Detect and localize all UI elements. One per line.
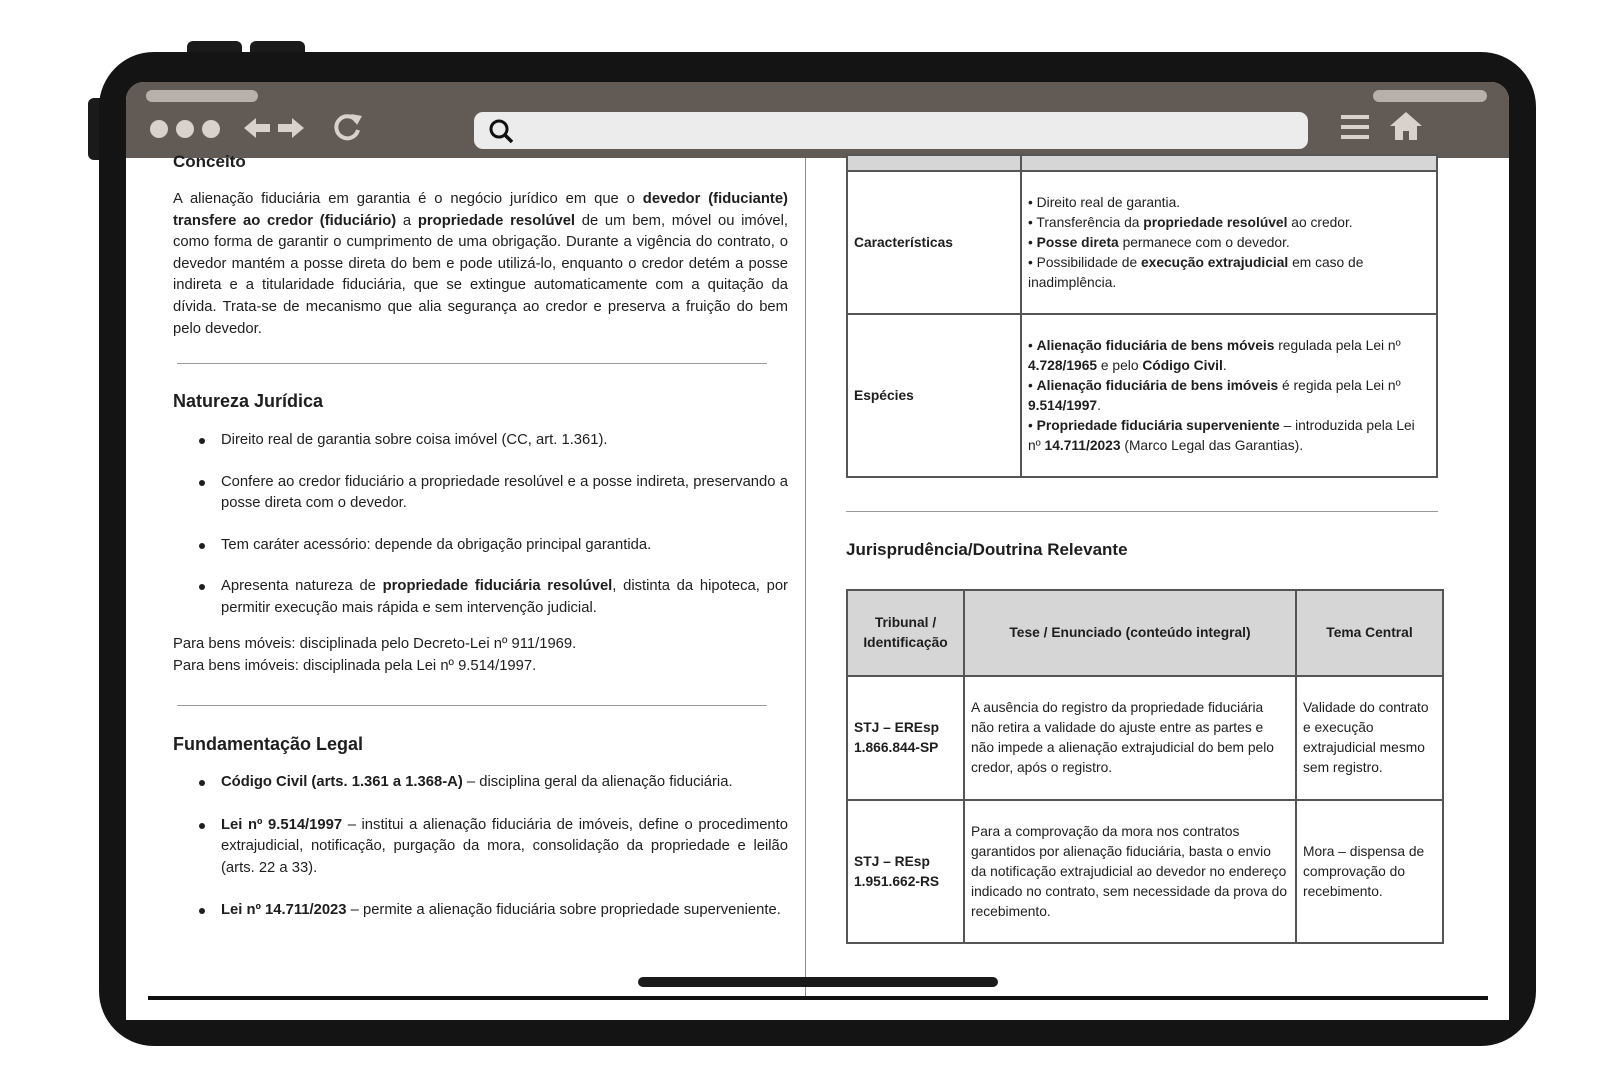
text-run: (Marco Legal das Garantias). <box>1120 437 1304 453</box>
table-header-cell: Tema Central <box>1296 590 1443 676</box>
text-run: , distinta da hipoteca, por permitir execução mais rápida e sem intervenção judicial. <box>221 578 788 616</box>
section-divider <box>177 363 767 364</box>
characteristic-item: • Transferência da propriedade resolúvel ao credor. <box>1028 214 1353 230</box>
table-header-cell <box>847 155 1021 171</box>
dot <box>150 120 168 138</box>
list-item: Direito real de garantia sobre coisa imóvel (CC, art. 1.361). <box>173 430 788 452</box>
species-item: • Alienação fiduciária de bens móveis regulada pela Lei nº 4.728/1965 e pelo Código Civil. <box>1028 337 1401 373</box>
legal-list <box>173 772 788 922</box>
list-item <box>173 576 788 619</box>
section-heading-concept: Conceito <box>173 152 246 171</box>
search-input[interactable] <box>522 118 1296 144</box>
text-run: e pelo <box>1097 357 1143 373</box>
list-item: Tem caráter acessório: depende da obrigação principal garantida. <box>173 535 788 557</box>
text-run-bold: Alienação fiduciária de bens móveis <box>1036 337 1275 353</box>
table-cell: STJ – REsp 1.951.662-RS <box>847 800 964 943</box>
table-cell <box>1021 171 1437 314</box>
text-run-bold: 9.514/1997 <box>1028 397 1098 413</box>
table-cell: A ausência do registro da propriedade fiduciária não retira a validade do ajuste entre as partes e não impede a alienação extrajudicial do bem pelo credor, após o registro. <box>964 676 1296 800</box>
concept-paragraph <box>173 189 788 340</box>
text-run-bold: Posse direta <box>1036 234 1119 250</box>
text-run: Direito real de garantia. <box>1036 194 1181 210</box>
search-icon <box>488 118 514 144</box>
table-cell: STJ – EREsp 1.866.844-SP <box>847 676 964 800</box>
dot <box>202 120 220 138</box>
text-run-bold: propriedade resolúvel <box>417 212 576 229</box>
text-run-bold: Lei nº 14.711/2023 <box>221 902 347 919</box>
note-line: Para bens imóveis: disciplinada pela Lei nº 9.514/1997. <box>173 657 537 674</box>
species-item: • Propriedade fiduciária superveniente – introduzida pela Lei nº 14.711/2023 (Marco Legal das Garantias). <box>1028 417 1415 453</box>
table-cell: Validade do contrato e execução extrajudicial mesmo sem registro. <box>1296 676 1443 800</box>
dot <box>176 120 194 138</box>
list-item: Confere ao credor fiduciário a propriedade resolúvel e a posse indireta, preservando a posse direta com o devedor. <box>173 472 788 515</box>
table-row <box>847 171 1437 314</box>
text-run-bold: Código Civil <box>1142 357 1223 373</box>
table-row <box>847 314 1437 477</box>
section-divider <box>177 705 767 706</box>
list-item <box>173 772 788 794</box>
back-forward-arrows-icon[interactable] <box>242 114 306 142</box>
text-run: Apresenta natureza de <box>221 578 383 595</box>
section-heading-jurisprudence: Jurisprudência/Doutrina Relevante <box>846 540 1128 559</box>
home-icon[interactable] <box>1388 110 1424 142</box>
text-run: – permite a alienação fiduciária sobre propriedade superveniente. <box>346 902 781 919</box>
table-header-cell: Tese / Enunciado (conteúdo integral) <box>964 590 1296 676</box>
text-run-bold: Propriedade fiduciária superveniente <box>1036 417 1280 433</box>
note-line: Para bens móveis: disciplinada pelo Decreto-Lei nº 911/1969. <box>173 636 577 652</box>
reload-icon[interactable] <box>331 110 365 144</box>
document-page <box>148 152 1488 998</box>
text-run-bold: devedor (fiduciante) transfere ao credor (fiduciário) <box>173 191 788 229</box>
list-item <box>173 900 788 922</box>
page-bottom-border <box>148 996 1488 1000</box>
menu-icon[interactable] <box>1340 112 1370 142</box>
text-run: é regida pela Lei nº <box>1278 377 1401 393</box>
browser-screen <box>126 82 1509 1020</box>
characteristic-item: • Posse direta permanece com o devedor. <box>1028 234 1290 250</box>
section-heading-legal: Fundamentação Legal <box>173 734 364 754</box>
address-bar[interactable] <box>474 112 1308 149</box>
summary-table <box>846 154 1438 478</box>
text-run: em caso de inadimplência. <box>1028 254 1364 290</box>
table-header-cell: Tribunal / Identificação <box>847 590 964 676</box>
text-run: regulada pela Lei nº <box>1274 337 1401 353</box>
section-divider <box>846 511 1438 512</box>
text-run-bold: 14.711/2023 <box>1044 437 1121 453</box>
text-run: ao credor. <box>1287 214 1353 230</box>
characteristic-item: • Direito real de garantia. <box>1028 194 1181 210</box>
table-row <box>847 800 1443 943</box>
text-run: permanece com o devedor. <box>1118 234 1290 250</box>
text-run: – disciplina geral da alienação fiduciária. <box>462 774 733 790</box>
table-cell-label: Características <box>847 171 1021 314</box>
home-indicator[interactable] <box>638 977 998 987</box>
species-item: • Alienação fiduciária de bens imóveis é regida pela Lei nº 9.514/1997. <box>1028 377 1401 413</box>
text-run-bold: Lei nº 9.514/1997 <box>221 816 343 833</box>
text-run: Transferência da <box>1036 214 1144 230</box>
column-divider <box>805 158 806 1000</box>
text-run-bold: execução extrajudicial <box>1140 254 1289 270</box>
table-row <box>847 676 1443 800</box>
text-run-bold: Código Civil (arts. 1.361 a 1.368-A) <box>221 774 463 790</box>
nature-list <box>173 430 788 620</box>
table-cell: Para a comprovação da mora nos contratos garantidos por alienação fiduciária, basta o envio da notificação extrajudicial ao devedor no endereço indicado no contrato, sem necessidade da prova do recebimento. <box>964 800 1296 943</box>
text-run: . <box>1222 357 1227 373</box>
tab-handle <box>146 90 258 102</box>
nature-notes <box>173 634 788 677</box>
table-header-row <box>847 590 1443 676</box>
text-run: A alienação fiduciária em garantia é o negócio jurídico em que o <box>173 191 643 207</box>
text-run: . <box>1097 397 1101 413</box>
section-heading-nature: Natureza Jurídica <box>173 391 324 411</box>
characteristic-item: • Possibilidade de execução extrajudicial em caso de inadimplência. <box>1028 254 1364 290</box>
text-run-bold: 4.728/1965 <box>1028 357 1098 373</box>
text-run-bold: Alienação fiduciária de bens imóveis <box>1036 377 1279 393</box>
window-dots-icon[interactable] <box>150 120 220 138</box>
text-run: de um bem, móvel ou imóvel, como forma de garantir o cumprimento de uma obrigação. Durante a vigência do contrato, o devedor mantém a posse direta do bem e pode utilizá-lo, enquanto o credor detém a posse indireta e a titularidade fiduciária, que se extingue automaticamente com a quitação da dívida. Trata-se de mecanismo que alia segurança ao credor e preserva a fruição do bem pelo devedor. <box>173 212 788 337</box>
text-run-bold: propriedade resolúvel <box>1143 214 1288 230</box>
table-cell <box>1021 314 1437 477</box>
text-run: – institui a alienação fiduciária de imóveis, define o procedimento extrajudicial, notificação, purgação da mora, consolidação da propriedade e leilão (arts. 22 a 33). <box>221 816 788 876</box>
table-row <box>847 155 1437 171</box>
jurisprudence-table <box>846 589 1444 944</box>
browser-toolbar <box>126 82 1509 158</box>
list-item <box>173 815 788 880</box>
text-run: a <box>396 212 418 229</box>
text-run: – introduzida pela Lei nº <box>1028 417 1415 453</box>
text-run-bold: propriedade fiduciária resolúvel <box>382 578 613 595</box>
table-cell-label: Espécies <box>847 314 1021 477</box>
text-run: Possibilidade de <box>1036 254 1141 270</box>
table-cell: Mora – dispensa de comprovação do recebimento. <box>1296 800 1443 943</box>
table-header-cell <box>1021 155 1437 171</box>
tab-handle <box>1373 90 1487 102</box>
